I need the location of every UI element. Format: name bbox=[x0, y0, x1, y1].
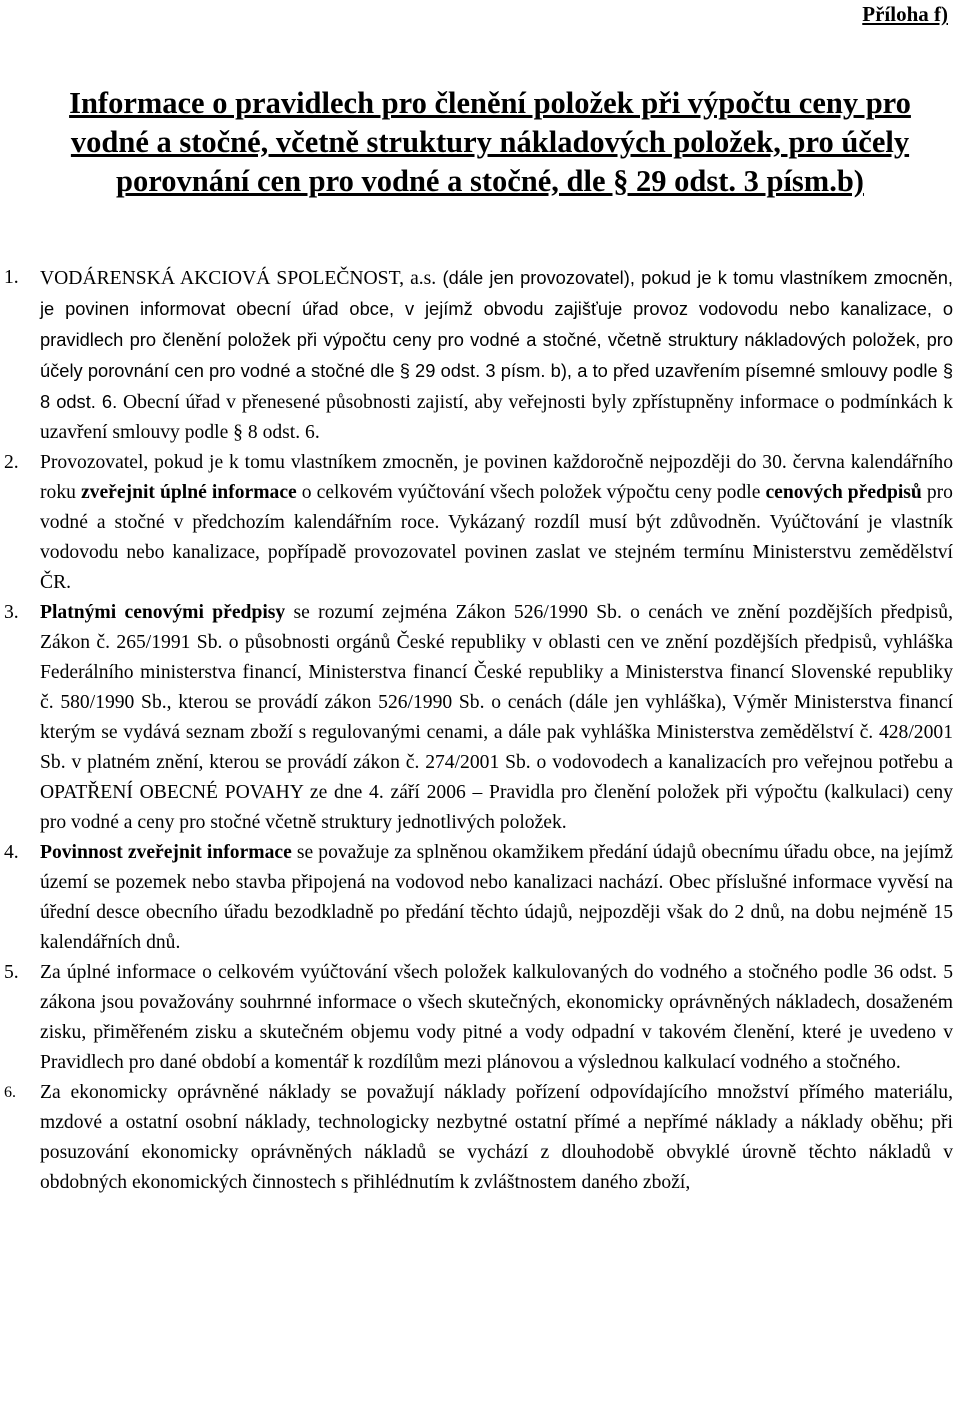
item-emphasis: Povinnost zveřejnit informace bbox=[40, 842, 292, 863]
item-number: 5. bbox=[4, 962, 19, 983]
document-title bbox=[40, 84, 940, 201]
title-line-3: porovnání cen pro vodné a stočné, dle § 29 odst. 3 písm.b) bbox=[116, 164, 864, 198]
item-number: 3. bbox=[4, 602, 19, 623]
item-text: Obecní úřad v přenesené působnosti zajistí, aby veřejnosti byly zpřístupněny informace o podmínkách k uzavření smlouvy podle § 8 odst. 6. bbox=[40, 392, 953, 443]
item-emphasis: cenových předpisů bbox=[765, 482, 922, 503]
item-number: 6. bbox=[4, 1084, 16, 1101]
item-text: Za ekonomicky oprávněné náklady se považují náklady pořízení odpovídajícího množství přímého materiálu, mzdové a ostatní osobní náklady, technologicky nezbytné ostatní přímé a nepřímé náklady a náklady oběhu; při posuzování ekonomicky oprávněných nákladů se vychází z dlouhodobě obvyklé úrovně těchto nákladů v obdobných ekonomických činnostech s přihlédnutím k zvláštnostem daného zboží, bbox=[40, 1082, 953, 1193]
rules-list bbox=[0, 263, 960, 1198]
item-text: pro vodné a stočné v předchozím kalendářním roce. Vykázaný rozdíl musí být zdůvodněn. Vyúčtování je vlastník vodovodu nebo kanalizace, popřípadě provozovatel povinen zaslat ve stejném termínu Ministerstvu zemědělství ČR. bbox=[40, 482, 953, 593]
item-number: 2. bbox=[4, 452, 19, 473]
list-item-2 bbox=[0, 448, 960, 598]
item-text: (dále jen provozovatel), pokud je k tomu vlastníkem zmocněn, je povinen informovat obecní úřad obce, v jejímž obvodu zajišťuje provoz vodovodu nebo kanalizace, o pravidlech pro členění položek při výpočtu ceny pro vodné a stočné, včetně struktury nákladových položek, pro účely porovnání cen pro vodné a stočné dle § 29 odst. 3 písm. b), a to před uzavřením písemné smlouvy podle § 8 odst. 6. bbox=[40, 267, 954, 412]
item-emphasis: zveřejnit úplné informace bbox=[80, 482, 297, 503]
item-text: se považuje za splněnou okamžikem předání údajů obecnímu úřadu obce, na jejímž území se pozemek nebo stavba připojená na vodovod nebo kanalizaci nachází. Obec příslušné informace vyvěsí na úřední desce obecního úřadu bezodkladně po předání těchto údajů, nejpozději však do 2 dnů, na dobu nejméně 15 kalendářních dnů. bbox=[40, 842, 953, 953]
item-text: Za úplné informace o celkovém vyúčtování všech položek kalkulovaných do vodného a stočného podle 36 odst. 5 zákona jsou považovány souhrnné informace o všech skutečných, ekonomicky oprávněných nákladech, dosaženém zisku, přiměřeném zisku a skutečném objemu vody pitné a vody odpadní v takovém členění, které je uvedeno v Pravidlech pro dané období a komentář k rozdílům mezi plánovou a výslednou kalkulací vodného a stočného. bbox=[40, 962, 953, 1073]
list-item-3 bbox=[0, 598, 960, 838]
list-item-6 bbox=[0, 1078, 960, 1198]
item-text: VODÁRENSKÁ AKCIOVÁ SPOLEČNOST, a.s. bbox=[40, 268, 437, 289]
item-text: o celkovém vyúčtování všech položek výpočtu ceny podle bbox=[296, 482, 766, 503]
annex-label: Příloha f) bbox=[862, 2, 948, 26]
title-line-2: vodné a stočné, včetně struktury nákladových položek, pro účely bbox=[70, 125, 910, 159]
item-number: 1. bbox=[4, 267, 19, 288]
title-line-1: Informace o pravidlech pro členění položek při výpočtu ceny pro bbox=[69, 86, 911, 120]
item-text: se rozumí zejména Zákon 526/1990 Sb. o cenách ve znění pozdějších předpisů, Zákon č. 265/1991 Sb. o působnosti orgánů České republiky v oblasti cen ve znění pozdějších předpisů, vyhláška Federálního ministerstva financí, Ministerstva financí České republiky a Ministerstva financí Slovenské republiky č. 580/1990 Sb., kterou se provádí zákon 526/1990 Sb. o cenách (dále jen vyhláška), Výměr Ministerstva financí kterým se vydává seznam zboží s regulovanými cenami, a dále pak vyhláška Ministerstva zemědělství č. 428/2001 Sb. v platném znění, kterou se provádí zákon č. 274/2001 Sb. o vodovodech a kanalizacích pro veřejnou potřebu a OPATŘENÍ OBECNÉ POVAHY ze dne 4. září 2006 – Pravidla pro členění položek při výpočtu (kalkulaci) ceny pro vodné a ceny pro stočné včetně struktury jednotlivých položek. bbox=[40, 602, 953, 833]
item-emphasis: Platnými cenovými předpisy bbox=[40, 602, 286, 623]
list-item-1 bbox=[0, 263, 960, 448]
list-item-4 bbox=[0, 838, 960, 958]
item-number: 4. bbox=[4, 842, 19, 863]
list-item-5 bbox=[0, 958, 960, 1078]
item-text: Provozovatel, pokud je k tomu vlastníkem zmocněn, je povinen každoročně nejpozději do 30. června kalendářního roku bbox=[40, 452, 953, 503]
